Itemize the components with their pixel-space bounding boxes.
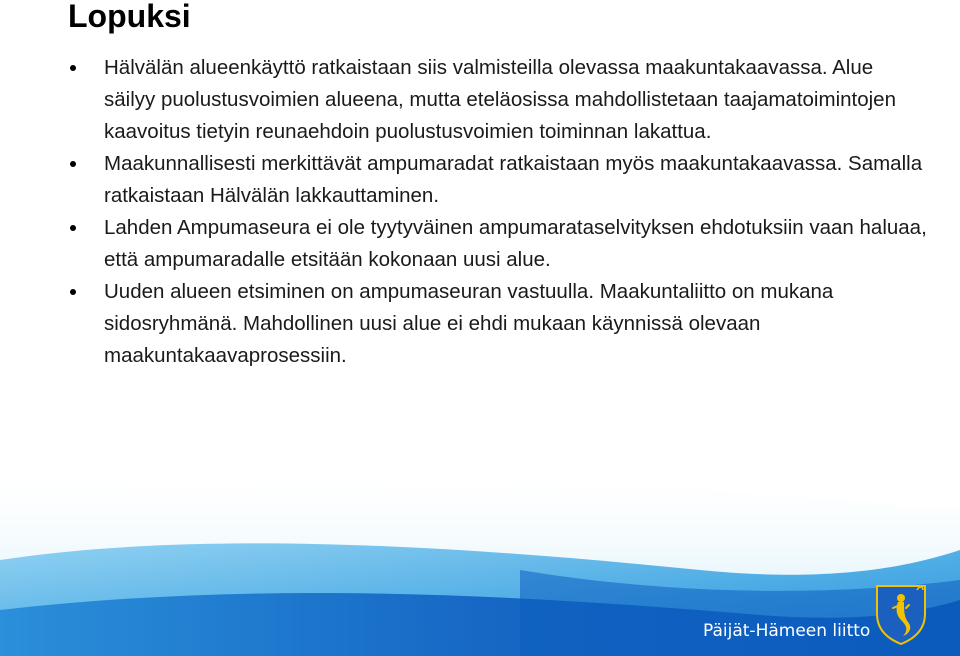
bullet-item-4 xyxy=(70,276,930,372)
bullet-item-3 xyxy=(70,212,930,276)
slide-title: Lopuksi xyxy=(68,0,191,34)
bullet-dot-icon xyxy=(70,289,76,295)
bullet-dot-icon xyxy=(70,65,76,71)
coat-of-arms-mermaid-icon xyxy=(873,580,929,646)
bullet-dot-icon xyxy=(70,225,76,231)
bullet-text: Uuden alueen etsiminen on ampumaseuran vastuulla. Maakuntaliitto on mukana sidosryhmänä. Mahdollinen uusi alue ei ehdi mukaan käynnissä olevaan maakuntakaavaprosessiin. xyxy=(104,280,834,367)
bullet-item-1 xyxy=(70,52,930,148)
bullet-text: Maakunnallisesti merkittävät ampumaradat ratkaistaan myös maakuntakaavassa. Samalla ratkaistaan Hälvälän lakkauttaminen. xyxy=(104,152,923,207)
bullet-dot-icon xyxy=(70,161,76,167)
organization-name: Päijät-Hämeen liitto xyxy=(703,621,871,641)
bullet-item-2 xyxy=(70,148,930,212)
bullet-text: Hälvälän alueenkäyttö ratkaistaan siis valmisteilla olevassa maakuntakaavassa. Alue säilyy puolustusvoimien alueena, mutta eteläosissa mahdollistetaan taajamatoimintojen kaavoitus tietyin reunaehdoin puolustusvoimien toiminnan lakattua. xyxy=(104,56,896,143)
bullet-list xyxy=(70,52,930,372)
bullet-text: Lahden Ampumaseura ei ole tyytyväinen ampumarataselvityksen ehdotuksiin vaan haluaa, että ampumaradalle etsitään kokonaan uusi alue. xyxy=(104,216,927,271)
